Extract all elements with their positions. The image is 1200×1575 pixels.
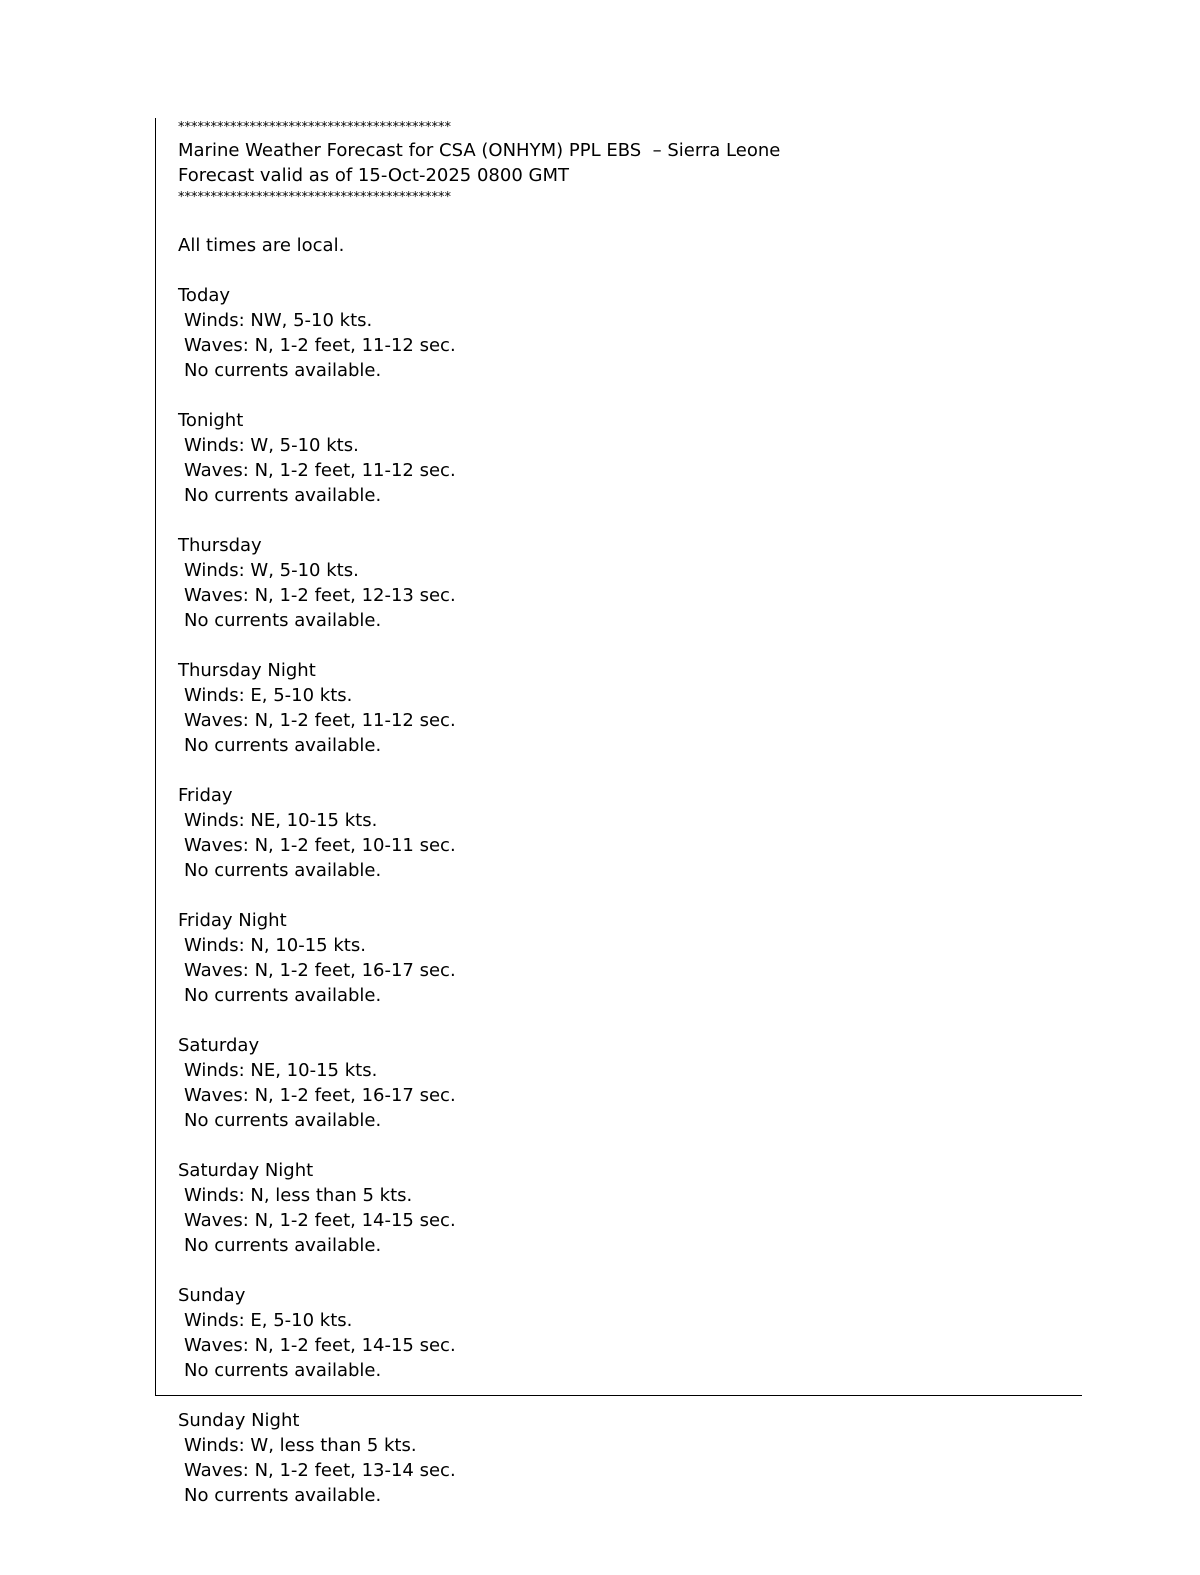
period-name: Friday Night	[178, 910, 287, 931]
period-currents: No currents available.	[184, 1110, 382, 1131]
period-waves: Waves: N, 1-2 feet, 13-14 sec.	[184, 1460, 456, 1481]
period-winds: Winds: W, 5-10 kts.	[184, 435, 359, 456]
times-note: All times are local.	[178, 235, 345, 256]
forecast-periods	[178, 258, 1058, 1508]
forecast-period	[178, 533, 1058, 633]
period-name: Thursday	[178, 535, 262, 556]
period-name: Tonight	[178, 410, 244, 431]
forecast-period	[178, 908, 1058, 1008]
forecast-period	[178, 1408, 1058, 1508]
spacer	[178, 1383, 1058, 1408]
forecast-valid-time: Forecast valid as of 15-Oct-2025 0800 GMT	[178, 165, 569, 186]
forecast-title: Marine Weather Forecast for CSA (ONHYM) PPL EBS – Sierra Leone	[178, 140, 781, 161]
spacer	[178, 1258, 1058, 1283]
spacer	[178, 1008, 1058, 1033]
period-name: Saturday	[178, 1035, 260, 1056]
forecast-period	[178, 1033, 1058, 1133]
period-currents: No currents available.	[184, 985, 382, 1006]
period-currents: No currents available.	[184, 360, 382, 381]
period-winds: Winds: E, 5-10 kts.	[184, 1310, 353, 1331]
period-name: Saturday Night	[178, 1160, 314, 1181]
period-waves: Waves: N, 1-2 feet, 11-12 sec.	[184, 460, 456, 481]
forecast-period	[178, 1158, 1058, 1258]
period-name: Sunday Night	[178, 1410, 300, 1431]
forecast-period	[178, 1283, 1058, 1383]
period-name: Today	[178, 285, 231, 306]
forecast-period	[178, 283, 1058, 383]
spacer	[178, 633, 1058, 658]
period-waves: Waves: N, 1-2 feet, 14-15 sec.	[184, 1335, 456, 1356]
period-winds: Winds: E, 5-10 kts.	[184, 685, 353, 706]
period-waves: Waves: N, 1-2 feet, 14-15 sec.	[184, 1210, 456, 1231]
period-currents: No currents available.	[184, 485, 382, 506]
forecast-period	[178, 408, 1058, 508]
period-winds: Winds: W, 5-10 kts.	[184, 560, 359, 581]
forecast-period	[178, 783, 1058, 883]
period-currents: No currents available.	[184, 610, 382, 631]
spacer	[178, 383, 1058, 408]
period-winds: Winds: W, less than 5 kts.	[184, 1435, 417, 1456]
header-stars-top: ******************************************	[178, 120, 451, 135]
spacer	[178, 208, 1058, 233]
period-currents: No currents available.	[184, 860, 382, 881]
period-waves: Waves: N, 1-2 feet, 16-17 sec.	[184, 960, 456, 981]
period-currents: No currents available.	[184, 1360, 382, 1381]
period-waves: Waves: N, 1-2 feet, 11-12 sec.	[184, 335, 456, 356]
period-winds: Winds: NE, 10-15 kts.	[184, 1060, 378, 1081]
period-winds: Winds: NW, 5-10 kts.	[184, 310, 373, 331]
period-winds: Winds: N, 10-15 kts.	[184, 935, 366, 956]
spacer	[178, 883, 1058, 908]
period-currents: No currents available.	[184, 1235, 382, 1256]
spacer	[178, 258, 1058, 283]
period-currents: No currents available.	[184, 1485, 382, 1506]
frame-left-rule	[155, 118, 156, 1395]
period-currents: No currents available.	[184, 735, 382, 756]
spacer	[178, 758, 1058, 783]
period-name: Sunday	[178, 1285, 246, 1306]
forecast-period	[178, 658, 1058, 758]
spacer	[178, 508, 1058, 533]
spacer	[178, 1133, 1058, 1158]
period-winds: Winds: N, less than 5 kts.	[184, 1185, 413, 1206]
period-waves: Waves: N, 1-2 feet, 16-17 sec.	[184, 1085, 456, 1106]
period-waves: Waves: N, 1-2 feet, 11-12 sec.	[184, 710, 456, 731]
header-stars-bottom: ******************************************	[178, 190, 451, 205]
period-name: Thursday Night	[178, 660, 316, 681]
period-waves: Waves: N, 1-2 feet, 10-11 sec.	[184, 835, 456, 856]
forecast-document	[178, 118, 1058, 1508]
period-name: Friday	[178, 785, 233, 806]
period-waves: Waves: N, 1-2 feet, 12-13 sec.	[184, 585, 456, 606]
period-winds: Winds: NE, 10-15 kts.	[184, 810, 378, 831]
